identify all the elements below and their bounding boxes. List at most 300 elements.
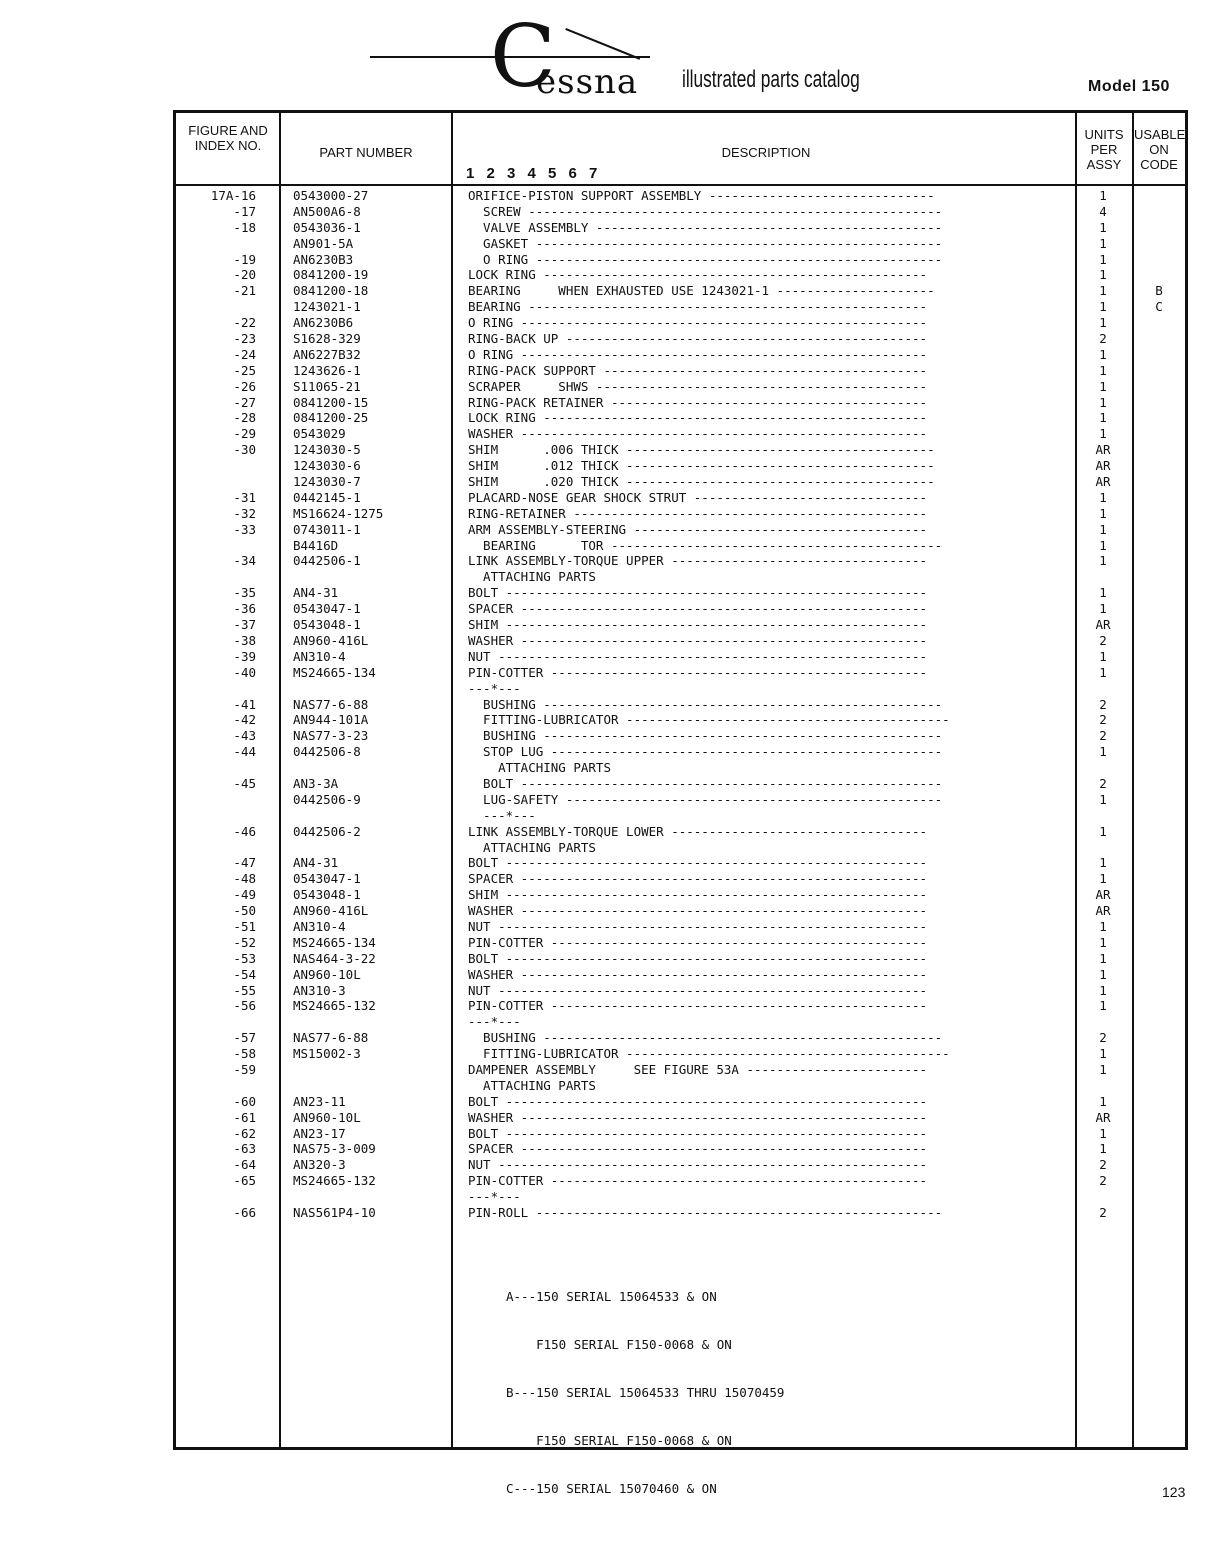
part-number-cell: 0442506-2 [293, 823, 361, 839]
header-units: UNITS PER ASSY [1084, 127, 1124, 172]
index-cell: 17A-16 [210, 188, 256, 203]
units-cell: 1 [1099, 934, 1107, 950]
description-cell: WASHER ------------------------------------------------------ [468, 966, 928, 982]
description-cell: BUSHING ----------------------------------------------------- [468, 1030, 943, 1046]
part-number-cell: AN3-3A [293, 775, 339, 791]
part-number-cell: 0442145-1 [293, 489, 361, 505]
index-cell: -21 [233, 283, 256, 299]
table-row [176, 506, 1185, 522]
index-cell: -35 [233, 585, 256, 601]
part-number-cell: 0442506-1 [293, 553, 361, 569]
description-cell: SHIM -------------------------------------------------------- [468, 887, 928, 903]
description-cell: BUSHING ----------------------------------------------------- [468, 728, 943, 744]
index-cell: -44 [233, 744, 256, 760]
table-row [176, 1078, 1185, 1094]
brand-logo-text: essna [536, 62, 639, 102]
index-cell: -22 [233, 315, 256, 331]
units-cell: 1 [1099, 791, 1107, 807]
header-description: DESCRIPTION [721, 145, 811, 160]
units-cell: AR [1095, 442, 1111, 458]
units-cell: 1 [1099, 235, 1107, 251]
units-cell: 2 [1099, 331, 1107, 347]
table-row [176, 697, 1185, 713]
page-number: 123 [1162, 1484, 1186, 1500]
description-cell: NUT --------------------------------------------------------- [468, 1157, 928, 1173]
description-cell: NUT --------------------------------------------------------- [468, 648, 928, 664]
note-line: B---150 SERIAL 15064533 THRU 15070459 [506, 1385, 785, 1400]
units-cell: 1 [1099, 855, 1107, 871]
index-cell: -23 [233, 331, 256, 347]
table-row [176, 935, 1185, 951]
description-cell: BOLT -------------------------------------------------------- [468, 775, 943, 791]
index-cell: -46 [233, 823, 256, 839]
part-number-cell: 0543047-1 [293, 601, 361, 617]
units-cell: 1 [1099, 918, 1107, 934]
units-cell: 1 [1099, 744, 1107, 760]
units-cell: 1 [1099, 219, 1107, 235]
part-number-cell: AN901-5A [293, 235, 354, 251]
units-cell: 1 [1099, 537, 1107, 553]
units-cell: 1 [1099, 1046, 1107, 1062]
part-number-cell: 0841200-15 [293, 394, 369, 410]
index-cell: -40 [233, 664, 256, 680]
part-number-cell: AN960-416L [293, 903, 369, 919]
table-row [176, 1157, 1185, 1173]
table-row [176, 681, 1185, 697]
usable-code-cell: B [1155, 283, 1163, 299]
description-cell: SCRAPER SHWS -------------------------------------------- [468, 378, 928, 394]
part-number-cell: AN320-3 [293, 1157, 346, 1173]
description-cell: PIN-COTTER -------------------------------------------------- [468, 664, 928, 680]
units-cell: 1 [1099, 394, 1107, 410]
part-number-cell: 0543000-27 [293, 188, 369, 203]
table-row [176, 410, 1185, 426]
part-number-cell: AN4-31 [293, 855, 339, 871]
part-number-cell: AN6230B6 [293, 315, 354, 331]
table-row [176, 744, 1185, 760]
table-row [176, 474, 1185, 490]
table-row [176, 283, 1185, 299]
table-row [176, 299, 1185, 315]
index-cell: -31 [233, 489, 256, 505]
units-cell: 1 [1099, 1141, 1107, 1157]
brand-logo-initial: C [490, 7, 556, 107]
part-number-cell: AN310-4 [293, 648, 346, 664]
table-row [176, 840, 1185, 856]
units-cell: 1 [1099, 553, 1107, 569]
index-cell: -20 [233, 267, 256, 283]
table-row [176, 538, 1185, 554]
index-cell: -19 [233, 251, 256, 267]
model-label: Model 150 [1088, 78, 1170, 95]
table-row [176, 1205, 1185, 1221]
description-cell: WASHER ------------------------------------------------------ [468, 632, 928, 648]
units-cell: 1 [1099, 505, 1107, 521]
note-line: C---150 SERIAL 15070460 & ON [506, 1481, 717, 1496]
description-cell: PIN-COTTER -------------------------------------------------- [468, 1173, 928, 1189]
units-cell: AR [1095, 458, 1111, 474]
index-cell: -66 [233, 1205, 256, 1220]
units-cell: AR [1095, 474, 1111, 490]
index-cell: -48 [233, 871, 256, 887]
index-cell: -28 [233, 410, 256, 426]
part-number-cell: NAS77-6-88 [293, 1030, 369, 1046]
part-number-cell: 0841200-25 [293, 410, 369, 426]
description-cell: PIN-COTTER -------------------------------------------------- [468, 998, 928, 1014]
units-cell: AR [1095, 617, 1111, 633]
part-number-cell: 1243021-1 [293, 299, 361, 315]
units-cell: 1 [1099, 950, 1107, 966]
table-row [176, 204, 1185, 220]
description-cell: RING-BACK UP ------------------------------------------------ [468, 331, 928, 347]
index-cell: -59 [233, 1061, 256, 1077]
table-row [176, 315, 1185, 331]
table-row [176, 553, 1185, 569]
part-number-cell: MS24665-134 [293, 934, 376, 950]
units-cell: AR [1095, 1109, 1111, 1125]
units-cell: 2 [1099, 632, 1107, 648]
table-row [176, 712, 1185, 728]
units-cell: 1 [1099, 362, 1107, 378]
description-cell: SHIM -------------------------------------------------------- [468, 617, 928, 633]
part-number-cell: NAS75-3-009 [293, 1141, 376, 1157]
part-number-cell: AN6230B3 [293, 251, 354, 267]
units-cell: AR [1095, 887, 1111, 903]
catalog-title: illustrated parts catalog [682, 66, 860, 93]
units-cell: 1 [1099, 283, 1107, 299]
header-usable-code: USABLE ON CODE [1134, 127, 1186, 172]
description-cell: ---*--- [468, 1189, 521, 1205]
part-number-cell: AN960-10L [293, 966, 361, 982]
description-cell: ---*--- [468, 807, 536, 823]
description-cell: PIN-COTTER -------------------------------------------------- [468, 934, 928, 950]
units-cell: 1 [1099, 966, 1107, 982]
table-row [176, 776, 1185, 792]
description-cell: BEARING WHEN EXHAUSTED USE 1243021-1 --------------------- [468, 283, 935, 299]
description-cell: LUG-SAFETY -------------------------------------------------- [468, 791, 943, 807]
part-number-cell: MS15002-3 [293, 1046, 361, 1062]
part-number-cell: AN310-3 [293, 982, 346, 998]
table-row [176, 617, 1185, 633]
units-cell: 1 [1099, 664, 1107, 680]
description-cell: ATTACHING PARTS [468, 569, 596, 585]
description-cell: BEARING TOR -------------------------------------------- [468, 537, 943, 553]
part-number-cell: 0543036-1 [293, 219, 361, 235]
part-number-cell: 0543048-1 [293, 887, 361, 903]
part-number-cell: B4416D [293, 537, 339, 553]
part-number-cell: NAS561P4-10 [293, 1205, 376, 1220]
description-cell: BOLT -------------------------------------------------------- [468, 950, 928, 966]
note-line: F150 SERIAL F150-0068 & ON [506, 1433, 732, 1448]
part-number-cell: NAS464-3-22 [293, 950, 376, 966]
units-cell: 1 [1099, 410, 1107, 426]
description-cell: SHIM .006 THICK ----------------------------------------- [468, 442, 935, 458]
table-row [176, 760, 1185, 776]
table-row [176, 919, 1185, 935]
table-row [176, 267, 1185, 283]
index-cell: -52 [233, 934, 256, 950]
index-cell: -57 [233, 1030, 256, 1046]
description-cell: PLACARD-NOSE GEAR SHOCK STRUT ------------------------------- [468, 489, 928, 505]
table-row [176, 887, 1185, 903]
index-cell: -33 [233, 521, 256, 537]
part-number-cell: 0841200-18 [293, 283, 369, 299]
description-cell: FITTING-LUBRICATOR ------------------------------------------- [468, 712, 950, 728]
index-cell: -41 [233, 696, 256, 712]
part-number-cell: AN6227B32 [293, 346, 361, 362]
part-number-cell: 1243626-1 [293, 362, 361, 378]
table-row [176, 252, 1185, 268]
description-cell: ORIFICE-PISTON SUPPORT ASSEMBLY ------------------------------ [468, 188, 935, 203]
part-number-cell: AN960-416L [293, 632, 369, 648]
description-cell: ARM ASSEMBLY-STEERING --------------------------------------- [468, 521, 928, 537]
units-cell: 2 [1099, 1173, 1107, 1189]
index-cell: -25 [233, 362, 256, 378]
table-row [176, 1014, 1185, 1030]
index-cell: -55 [233, 982, 256, 998]
table-row [176, 665, 1185, 681]
units-cell: 2 [1099, 728, 1107, 744]
units-cell: 1 [1099, 489, 1107, 505]
units-cell: 1 [1099, 982, 1107, 998]
part-number-cell: 0442506-8 [293, 744, 361, 760]
index-cell: -56 [233, 998, 256, 1014]
table-row [176, 220, 1185, 236]
part-number-cell: AN500A6-8 [293, 203, 361, 219]
units-cell: 1 [1099, 521, 1107, 537]
table-row [176, 1046, 1185, 1062]
units-cell: 1 [1099, 1093, 1107, 1109]
description-cell: BUSHING ----------------------------------------------------- [468, 696, 943, 712]
index-cell: -34 [233, 553, 256, 569]
units-cell: 1 [1099, 267, 1107, 283]
part-number-cell: 0442506-9 [293, 791, 361, 807]
description-cell: LOCK RING --------------------------------------------------- [468, 267, 928, 283]
table-row [176, 792, 1185, 808]
description-cell: BOLT -------------------------------------------------------- [468, 1125, 928, 1141]
description-cell: STOP LUG ---------------------------------------------------- [468, 744, 943, 760]
note-line: F150 SERIAL F150-0068 & ON [506, 1337, 732, 1352]
index-cell: -26 [233, 378, 256, 394]
description-cell: BEARING ----------------------------------------------------- [468, 299, 928, 315]
table-row [176, 728, 1185, 744]
index-cell: -37 [233, 617, 256, 633]
description-cell: RING-PACK RETAINER ------------------------------------------ [468, 394, 928, 410]
description-cell: O RING ------------------------------------------------------ [468, 315, 928, 331]
units-cell: 2 [1099, 1205, 1107, 1220]
table-row [176, 458, 1185, 474]
description-cell: RING-RETAINER ----------------------------------------------- [468, 505, 928, 521]
index-cell: -18 [233, 219, 256, 235]
table-row [176, 903, 1185, 919]
part-number-cell: 0543048-1 [293, 617, 361, 633]
units-cell: 1 [1099, 426, 1107, 442]
index-cell: -61 [233, 1109, 256, 1125]
table-row [176, 363, 1185, 379]
description-cell: ---*--- [468, 680, 521, 696]
description-cell: SHIM .012 THICK ----------------------------------------- [468, 458, 935, 474]
part-number-cell: AN23-11 [293, 1093, 346, 1109]
table-row [176, 649, 1185, 665]
index-cell: -58 [233, 1046, 256, 1062]
table-row [176, 1189, 1185, 1205]
part-number-cell: MS16624-1275 [293, 505, 384, 521]
description-cell: SCREW ------------------------------------------------------- [468, 203, 943, 219]
table-row [176, 331, 1185, 347]
index-cell: -29 [233, 426, 256, 442]
units-cell: 2 [1099, 1030, 1107, 1046]
table-row [176, 967, 1185, 983]
serial-notes [506, 1257, 784, 1529]
index-cell: -50 [233, 903, 256, 919]
part-number-cell: AN944-101A [293, 712, 369, 728]
units-cell: 2 [1099, 696, 1107, 712]
index-cell: -60 [233, 1093, 256, 1109]
table-row [176, 633, 1185, 649]
part-number-cell: 0543047-1 [293, 871, 361, 887]
index-cell: -49 [233, 887, 256, 903]
part-number-cell: AN4-31 [293, 585, 339, 601]
units-cell: 2 [1099, 1157, 1107, 1173]
header-divider [176, 184, 1185, 186]
description-cell: SPACER ------------------------------------------------------ [468, 871, 928, 887]
index-cell: -47 [233, 855, 256, 871]
index-cell: -43 [233, 728, 256, 744]
units-cell: 1 [1099, 648, 1107, 664]
part-number-cell: NAS77-6-88 [293, 696, 369, 712]
description-cell: ATTACHING PARTS [468, 1077, 596, 1093]
units-cell: 1 [1099, 871, 1107, 887]
table-row [176, 983, 1185, 999]
description-cell: ---*--- [468, 1014, 521, 1030]
index-cell: -17 [233, 203, 256, 219]
table-row [176, 522, 1185, 538]
description-cell: DAMPENER ASSEMBLY SEE FIGURE 53A ------------------------ [468, 1061, 928, 1077]
description-cell: WASHER ------------------------------------------------------ [468, 903, 928, 919]
table-row [176, 379, 1185, 395]
index-cell: -36 [233, 601, 256, 617]
table-row [176, 585, 1185, 601]
units-cell: 1 [1099, 1061, 1107, 1077]
index-cell: -51 [233, 918, 256, 934]
table-row [176, 871, 1185, 887]
description-cell: SHIM .020 THICK ----------------------------------------- [468, 474, 935, 490]
table-body [176, 188, 1185, 1221]
index-cell: -24 [233, 346, 256, 362]
table-row [176, 824, 1185, 840]
table-row [176, 395, 1185, 411]
part-number-cell: AN310-4 [293, 918, 346, 934]
part-number-cell: NAS77-3-23 [293, 728, 369, 744]
table-row [176, 998, 1185, 1014]
part-number-cell: AN960-10L [293, 1109, 361, 1125]
index-cell: -30 [233, 442, 256, 458]
part-number-cell: 0841200-19 [293, 267, 369, 283]
description-cell: LINK ASSEMBLY-TORQUE UPPER ---------------------------------- [468, 553, 928, 569]
description-cell: VALVE ASSEMBLY ---------------------------------------------- [468, 219, 943, 235]
units-cell: 1 [1099, 378, 1107, 394]
description-cell: SPACER ------------------------------------------------------ [468, 601, 928, 617]
description-cell: PIN-ROLL ------------------------------------------------------ [468, 1205, 943, 1220]
table-row [176, 1062, 1185, 1078]
index-cell: -45 [233, 775, 256, 791]
table-row [176, 1126, 1185, 1142]
table-row [176, 569, 1185, 585]
units-cell: 2 [1099, 712, 1107, 728]
description-cell: LOCK RING --------------------------------------------------- [468, 410, 928, 426]
table-row [176, 442, 1185, 458]
units-cell: 1 [1099, 585, 1107, 601]
index-cell: -63 [233, 1141, 256, 1157]
units-cell: 1 [1099, 1125, 1107, 1141]
table-row [176, 808, 1185, 824]
units-cell: AR [1095, 903, 1111, 919]
index-cell: -39 [233, 648, 256, 664]
table-row [176, 1110, 1185, 1126]
table-row [176, 1030, 1185, 1046]
table-row [176, 347, 1185, 363]
units-cell: 1 [1099, 998, 1107, 1014]
units-cell: 1 [1099, 188, 1107, 203]
description-cell: BOLT -------------------------------------------------------- [468, 855, 928, 871]
description-cell: FITTING-LUBRICATOR ------------------------------------------- [468, 1046, 950, 1062]
description-cell: ATTACHING PARTS [468, 839, 596, 855]
description-cell: O RING ------------------------------------------------------ [468, 251, 943, 267]
description-cell: ATTACHING PARTS [468, 760, 611, 776]
units-cell: 1 [1099, 823, 1107, 839]
description-cell: LINK ASSEMBLY-TORQUE LOWER ---------------------------------- [468, 823, 928, 839]
description-cell: NUT --------------------------------------------------------- [468, 918, 928, 934]
units-cell: 1 [1099, 601, 1107, 617]
description-cell: WASHER ------------------------------------------------------ [468, 426, 928, 442]
usable-code-cell: C [1155, 299, 1163, 315]
part-number-cell: MS24665-134 [293, 664, 376, 680]
units-cell: 1 [1099, 315, 1107, 331]
table-row [176, 1094, 1185, 1110]
units-cell: 2 [1099, 775, 1107, 791]
index-cell: -53 [233, 950, 256, 966]
table-row [176, 1141, 1185, 1157]
table-row [176, 490, 1185, 506]
units-cell: 4 [1099, 203, 1107, 219]
parts-table [173, 110, 1188, 1496]
part-number-cell: AN23-17 [293, 1125, 346, 1141]
part-number-cell: 1243030-6 [293, 458, 361, 474]
description-cell: WASHER ------------------------------------------------------ [468, 1109, 928, 1125]
table-row [176, 426, 1185, 442]
index-cell: -54 [233, 966, 256, 982]
part-number-cell: MS24665-132 [293, 1173, 376, 1189]
part-number-cell: 0543029 [293, 426, 346, 442]
part-number-cell: 1243030-7 [293, 474, 361, 490]
index-cell: -42 [233, 712, 256, 728]
part-number-cell: 0743011-1 [293, 521, 361, 537]
header-index: FIGURE AND INDEX NO. [188, 123, 268, 153]
description-cell: GASKET ------------------------------------------------------ [468, 235, 943, 251]
description-cell: RING-PACK SUPPORT ------------------------------------------- [468, 362, 928, 378]
units-cell: 1 [1099, 251, 1107, 267]
table-row [176, 601, 1185, 617]
index-cell: -32 [233, 505, 256, 521]
units-cell: 1 [1099, 299, 1107, 315]
part-number-cell: 1243030-5 [293, 442, 361, 458]
description-cell: BOLT -------------------------------------------------------- [468, 1093, 928, 1109]
table-row [176, 188, 1185, 204]
note-line: A---150 SERIAL 15064533 & ON [506, 1289, 717, 1304]
header-indent-columns: 1 2 3 4 5 6 7 [466, 165, 602, 182]
header-part-number: PART NUMBER [319, 145, 413, 160]
part-number-cell: S1628-329 [293, 331, 361, 347]
